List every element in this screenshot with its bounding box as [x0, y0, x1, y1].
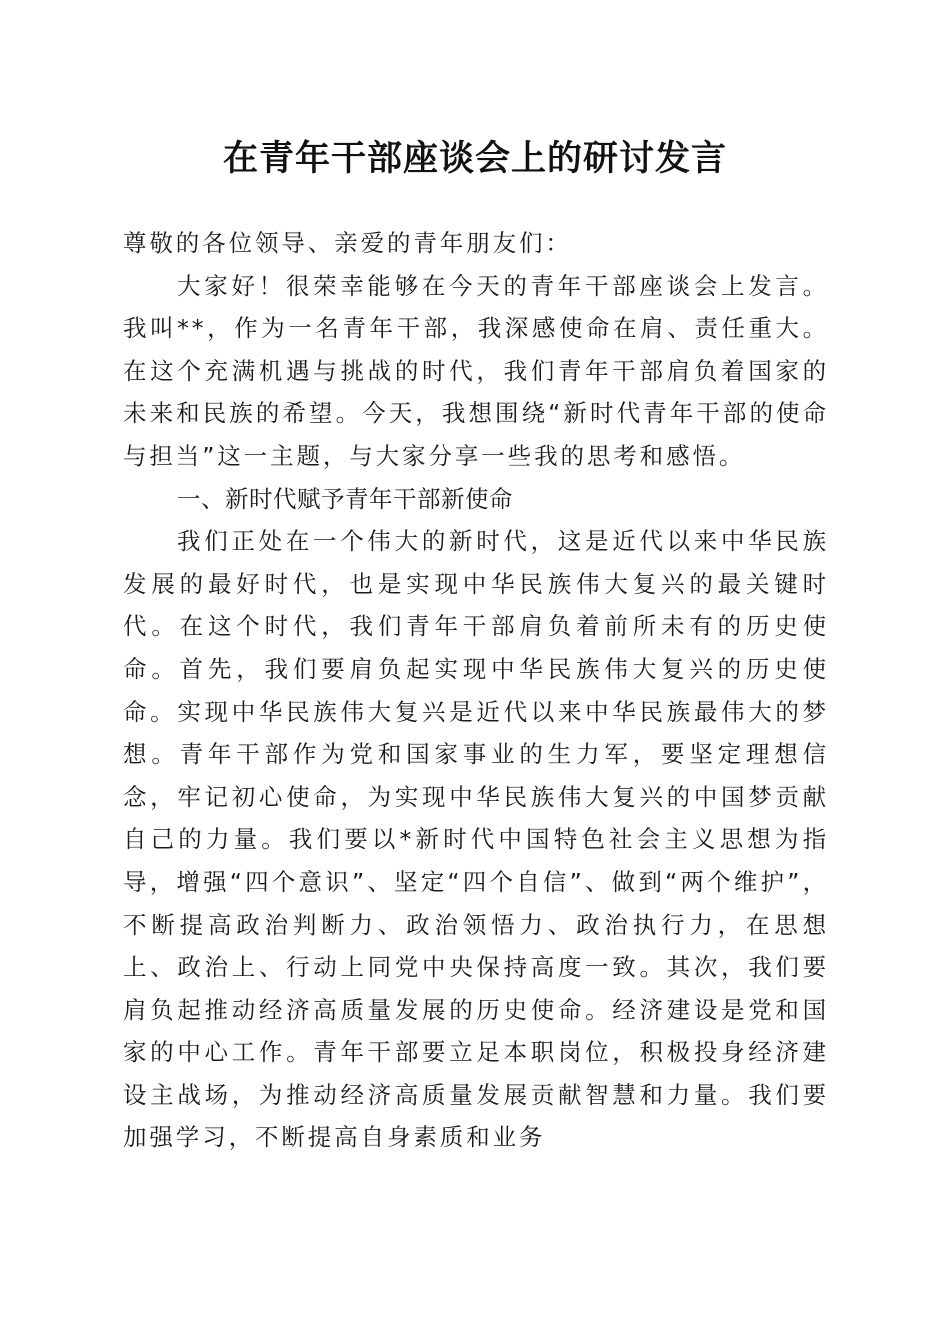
intro-paragraph: 大家好！很荣幸能够在今天的青年干部座谈会上发言。我叫**，作为一名青年干部，我深感使命在肩、责任重大。在这个充满机遇与挑战的时代，我们青年干部肩负着国家的未来和民族的希望。今天，我想围绕“新时代青年干部的使命与担当”这一主题，与大家分享一些我的思考和感悟。: [123, 271, 829, 470]
section-heading: 一、新时代赋予青年干部新使命: [177, 484, 514, 513]
document-body: [123, 222, 829, 1159]
document-title: 在青年干部座谈会上的研讨发言: [222, 138, 727, 179]
section-body-paragraph: 我们正处在一个伟大的新时代，这是近代以来中华民族发展的最好时代，也是实现中华民族伟大复兴的最关键时代。在这个时代，我们青年干部肩负着前所未有的历史使命。首先，我们要肩负起实现中华民族伟大复兴的历史使命。实现中华民族伟大复兴是近代以来中华民族最伟大的梦想。青年干部作为党和国家事业的生力军，要坚定理想信念，牢记初心使命，为实现中华民族伟大复兴的中国梦贡献自己的力量。我们要以*新时代中国特色社会主义思想为指导，增强“四个意识”、坚定“四个自信”、做到“两个维护”，不断提高政治判断力、政治领悟力、政治执行力，在思想上、政治上、行动上同党中央保持高度一致。其次，我们要肩负起推动经济高质量发展的历史使命。经济建设是党和国家的中心工作。青年干部要立足本职岗位，积极投身经济建设主战场，为推动经济高质量发展贡献智慧和力量。我们要加强学习，不断提高自身素质和业务: [123, 527, 829, 1152]
salutation: 尊敬的各位领导、亲爱的青年朋友们：: [123, 229, 572, 257]
